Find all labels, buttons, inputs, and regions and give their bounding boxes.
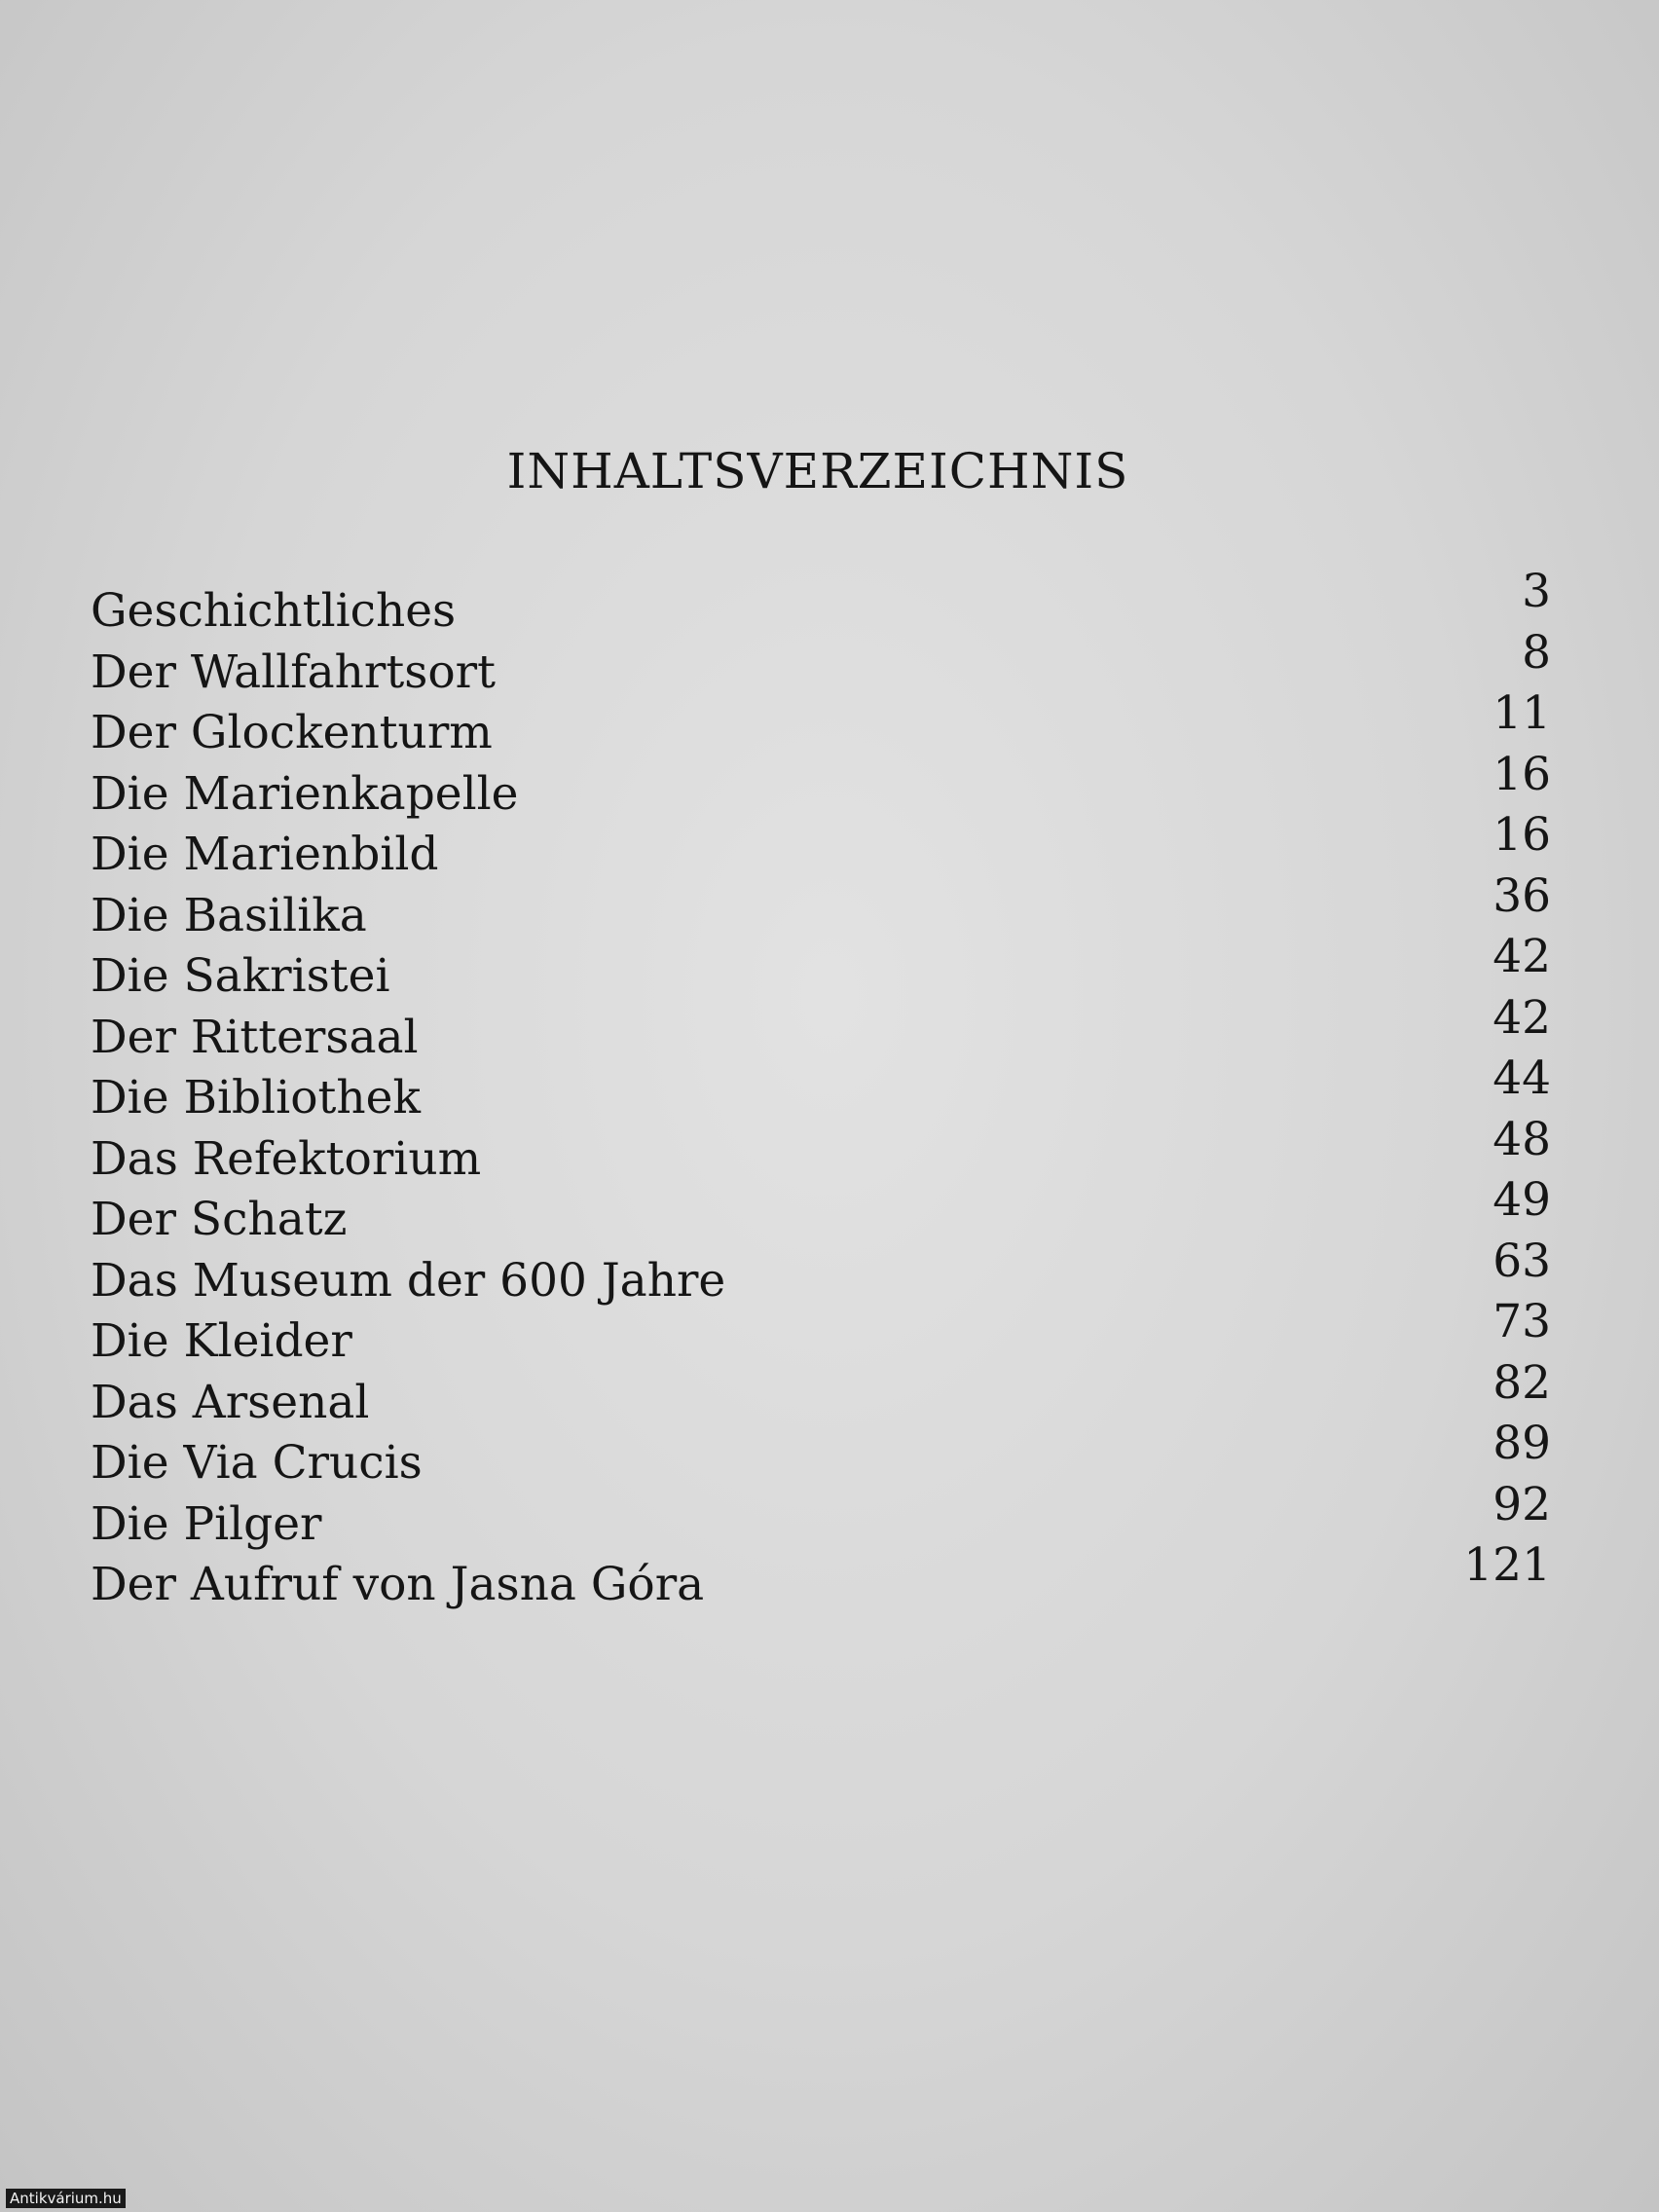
toc-entry-page: 3 xyxy=(1522,565,1551,618)
toc-entry-title: Der Aufruf von Jasna Góra xyxy=(91,1558,705,1611)
toc-entry xyxy=(91,1477,1551,1551)
toc-entry-title: Die Marienkapelle xyxy=(91,766,519,821)
toc-entry xyxy=(91,1234,1551,1308)
toc-entry-page: 44 xyxy=(1493,1051,1551,1105)
toc-entry-page: 92 xyxy=(1493,1477,1551,1531)
toc-entry-page: 42 xyxy=(1493,990,1551,1045)
toc-entry-page: 89 xyxy=(1493,1417,1551,1470)
toc-entry xyxy=(91,868,1551,942)
toc-entry xyxy=(91,1538,1551,1611)
toc-entry-title: Geschichtliches xyxy=(91,584,457,638)
page-title: INHALTSVERZEICHNIS xyxy=(506,443,1129,499)
toc-entry xyxy=(91,1295,1551,1368)
toc-entry-title: Die Via Crucis xyxy=(91,1436,423,1490)
toc-entry-title: Der Rittersaal xyxy=(91,1010,419,1064)
toc-entry-title: Die Kleider xyxy=(91,1314,352,1368)
toc-entry-page: 73 xyxy=(1493,1295,1551,1348)
toc-entry-title: Der Wallfahrtsort xyxy=(91,645,497,699)
toc-entry-page: 48 xyxy=(1493,1112,1551,1166)
toc-entry xyxy=(91,747,1551,821)
toc-entry xyxy=(91,808,1551,881)
table-of-contents xyxy=(91,565,1551,1611)
toc-entry xyxy=(91,1173,1551,1246)
toc-entry-page: 16 xyxy=(1493,808,1551,862)
toc-entry-page: 11 xyxy=(1493,686,1551,740)
toc-entry-title: Der Schatz xyxy=(91,1193,348,1246)
toc-entry xyxy=(91,1355,1551,1429)
toc-entry xyxy=(91,625,1551,699)
toc-entry-title: Das Refektorium xyxy=(91,1131,482,1186)
toc-entry-page: 8 xyxy=(1522,625,1551,680)
toc-entry-title: Die Bibliothek xyxy=(91,1071,421,1124)
toc-entry xyxy=(91,1051,1551,1124)
toc-entry xyxy=(91,1112,1551,1186)
toc-entry xyxy=(91,990,1551,1064)
toc-entry xyxy=(91,686,1551,759)
toc-entry xyxy=(91,1417,1551,1490)
watermark: Antikvárium.hu xyxy=(6,2189,126,2208)
toc-entry xyxy=(91,930,1551,1003)
toc-entry-page: 63 xyxy=(1493,1234,1551,1288)
toc-entry-title: Die Sakristei xyxy=(91,949,390,1003)
toc-entry xyxy=(91,565,1551,638)
toc-entry-title: Die Basilika xyxy=(91,888,367,942)
toc-entry-page: 121 xyxy=(1463,1538,1551,1592)
toc-entry-page: 49 xyxy=(1493,1173,1551,1227)
toc-entry-page: 36 xyxy=(1493,868,1551,923)
toc-entry-page: 16 xyxy=(1493,747,1551,801)
toc-entry-title: Der Glockenturm xyxy=(91,706,493,759)
toc-entry-title: Die Pilger xyxy=(91,1496,322,1551)
toc-entry-title: Die Marienbild xyxy=(91,828,439,881)
toc-entry-title: Das Museum der 600 Jahre xyxy=(91,1253,726,1308)
toc-entry-page: 42 xyxy=(1493,930,1551,983)
toc-entry-page: 82 xyxy=(1493,1355,1551,1410)
toc-entry-title: Das Arsenal xyxy=(91,1375,370,1429)
